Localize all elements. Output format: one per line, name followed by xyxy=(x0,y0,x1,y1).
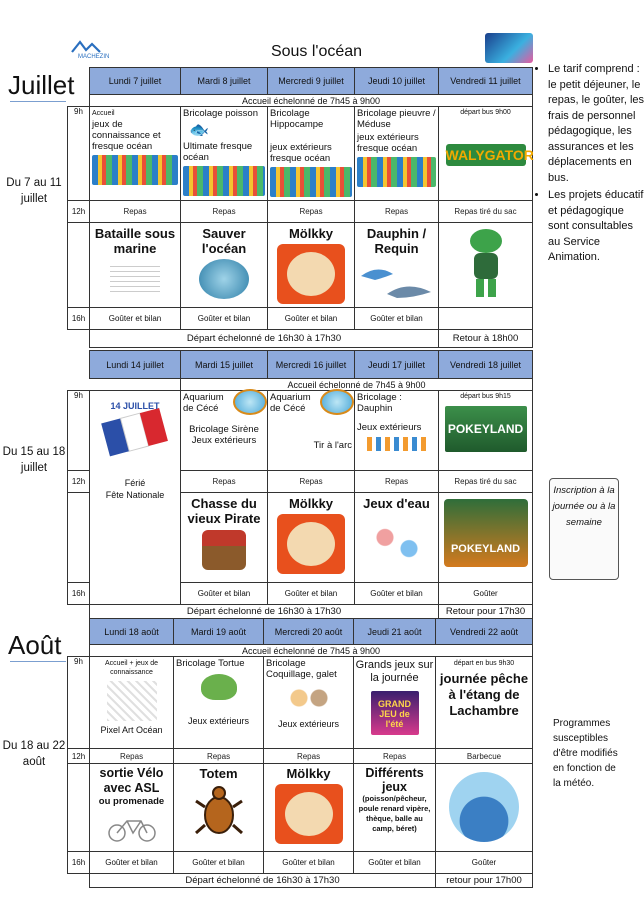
day-header: Mardi 15 juillet xyxy=(181,351,268,379)
shells-image xyxy=(284,685,334,711)
ocean-fresco-image xyxy=(357,157,436,187)
week3-range: Du 18 au 22 août xyxy=(2,740,66,768)
holiday-text: Férié Fête Nationale xyxy=(105,478,165,500)
molkky-logo xyxy=(275,784,343,844)
save-ocean-image xyxy=(199,259,249,299)
week2-table xyxy=(67,350,533,619)
svg-text:MACHEZIN: MACHEZIN xyxy=(78,54,110,60)
meal-cell: Repas xyxy=(90,749,174,764)
activity-cell: Bataille sous marine xyxy=(90,223,181,308)
activity-cell: départ bus 9h00 WALYGATOR xyxy=(439,107,533,201)
svg-text:14 JUILLET: 14 JUILLET xyxy=(110,401,160,411)
pixel-art-image xyxy=(107,681,157,721)
day-header: Mercredi 9 juillet xyxy=(268,68,355,95)
activity-cell: départ en bus 9h30 journée pêche à l'étang de Lachambre xyxy=(436,657,533,749)
activity-cell: Dauphin / Requin xyxy=(355,223,439,308)
day-header: Mercredi 16 juillet xyxy=(268,351,355,379)
hour-label: 9h xyxy=(68,107,90,201)
day-header: Mardi 8 juillet xyxy=(181,68,268,95)
walygator-mascot-icon xyxy=(456,225,516,305)
meal-cell: Repas xyxy=(355,471,439,493)
activity-cell xyxy=(436,764,533,852)
departure-row: Départ échelonné de 16h30 à 17h30 xyxy=(90,874,436,888)
aquarium-icon xyxy=(320,389,354,415)
day-header: Lundi 14 juillet xyxy=(90,351,181,379)
meal-cell: Repas xyxy=(354,749,436,764)
activity-cell: Bricolage Coquillage, galet Jeux extérieurs xyxy=(264,657,354,749)
meal-cell: Repas tiré du sac xyxy=(439,201,533,223)
welcome-row: Accueil échelonné de 7h45 à 9h00 xyxy=(90,645,533,657)
meal-cell: Repas xyxy=(90,201,181,223)
hour-label: 9h xyxy=(68,391,90,471)
snack-cell: Goûter et bilan xyxy=(268,308,355,330)
meal-cell: Repas xyxy=(355,201,439,223)
day-header: Mercredi 20 août xyxy=(264,619,354,645)
fish-icon: 🐟 xyxy=(189,122,209,139)
snack-cell: Goûter xyxy=(439,583,533,605)
week2-range: Du 15 au 18 juillet xyxy=(2,446,66,474)
ocean-fresco-image xyxy=(270,167,352,197)
month-underline xyxy=(10,101,66,102)
turtle-icon xyxy=(201,674,237,700)
activity-cell: Mölkky xyxy=(268,223,355,308)
month-august: Août xyxy=(8,630,62,660)
day-header: Lundi 7 juillet xyxy=(90,68,181,95)
hour-label: 12h xyxy=(68,201,90,223)
activity-cell: Aquarium de Cécé Bricolage Sirène Jeux extérieurs xyxy=(181,391,268,471)
meal-cell: Repas tiré du sac xyxy=(439,471,533,493)
hour-label: 16h xyxy=(68,583,90,605)
pirate-image xyxy=(202,530,246,570)
meal-cell: Repas xyxy=(268,471,355,493)
activity-cell: départ bus 9h15 POKEYLAND xyxy=(439,391,533,471)
snack-cell: Goûter et bilan xyxy=(268,583,355,605)
snack-cell: Goûter et bilan xyxy=(90,852,174,874)
activity-cell: Accueil jeux de connaissance et fresque océan xyxy=(90,107,181,201)
holiday-cell xyxy=(90,391,181,583)
hour-label: 9h xyxy=(68,657,90,749)
activity-cell: Mölkky xyxy=(264,764,354,852)
activity-cell: Jeux d'eau xyxy=(355,493,439,583)
meal-cell: Repas xyxy=(264,749,354,764)
departure-row: Départ échelonné de 16h30 à 17h30 xyxy=(90,605,439,619)
dolphin-shark-image xyxy=(357,258,437,302)
molkky-logo xyxy=(277,244,345,304)
hour-label: 16h xyxy=(68,308,90,330)
page-title: Sous l'océan xyxy=(270,43,363,60)
day-header: Vendredi 18 juillet xyxy=(439,351,533,379)
welcome-row: Accueil échelonné de 7h45 à 9h00 xyxy=(181,379,533,391)
battleship-grid-image xyxy=(110,262,160,292)
month-underline xyxy=(10,661,66,662)
activity-cell: Accueil + jeux de connaissance Pixel Art Océan xyxy=(90,657,174,749)
day-header: Vendredi 11 juillet xyxy=(439,68,533,95)
info-list xyxy=(536,62,644,268)
info-bullet: • Le tarif comprend : le petit déjeuner, le repas, le goûter, les frais de personnel pédagogique, les assurances et les déplacements en bus. xyxy=(548,62,644,186)
activity-cell xyxy=(439,493,533,583)
hour-label: 12h xyxy=(68,471,90,493)
hour-label: 16h xyxy=(68,852,90,874)
activity-cell: Bricolage Hippocampe jeux extérieurs fresque océan xyxy=(268,107,355,201)
info-bullet: • Les projets éducatif et pédagogique sont consultables au Service Animation. xyxy=(548,188,644,266)
weather-note: Programmes susceptibles d'être modifiés en fonction de la météo. xyxy=(553,718,618,789)
snack-cell: Goûter et bilan xyxy=(355,308,439,330)
water-games-image xyxy=(367,515,427,571)
snack-cell: Goûter et bilan xyxy=(90,308,181,330)
activity-cell: Bricolage poisson 🐟 Ultimate fresque océan xyxy=(181,107,268,201)
welcome-row: Accueil échelonné de 7h45 à 9h00 xyxy=(90,95,533,107)
snack-cell: Goûter et bilan xyxy=(181,583,268,605)
turtle-totem-icon xyxy=(194,785,244,845)
meal-cell: Repas xyxy=(181,201,268,223)
pokeyland-poster-image: POKEYLAND xyxy=(444,499,528,567)
return-cell: Retour à 18h00 xyxy=(439,330,533,348)
activity-cell: Chasse du vieux Pirate xyxy=(181,493,268,583)
week3-table xyxy=(67,618,533,888)
activity-cell: Aquarium de Cécé Tir à l'arc xyxy=(268,391,355,471)
walygator-logo: WALYGATOR xyxy=(446,144,526,166)
snack-cell: Goûter et bilan xyxy=(354,852,436,874)
return-cell: Retour pour 17h30 xyxy=(439,605,533,619)
activity-cell: Totem xyxy=(174,764,264,852)
ocean-fresco-image xyxy=(92,155,178,185)
national-day-image xyxy=(92,397,178,463)
snack-cell: Goûter et bilan xyxy=(264,852,354,874)
month-july: Juillet xyxy=(8,70,75,100)
pokeyland-logo: POKEYLAND xyxy=(445,406,527,452)
activity-cell xyxy=(439,223,533,308)
meal-cell: Repas xyxy=(268,201,355,223)
departure-row: Départ échelonné de 16h30 à 17h30 xyxy=(90,330,439,348)
day-header: Mardi 19 août xyxy=(174,619,264,645)
ocean-fresco-image xyxy=(183,166,265,196)
snack-cell: Goûter et bilan xyxy=(181,308,268,330)
meal-cell: Repas xyxy=(174,749,264,764)
snack-cell: Goûter et bilan xyxy=(355,583,439,605)
day-header: Jeudi 21 août xyxy=(354,619,436,645)
bicycle-icon xyxy=(107,813,157,843)
day-header: Jeudi 17 juillet xyxy=(355,351,439,379)
activity-cell: Grands jeux sur la journée GRAND JEU de l'été xyxy=(354,657,436,749)
meal-cell: Repas xyxy=(181,471,268,493)
hour-label: 12h xyxy=(68,749,90,764)
week1-range: Du 7 au 11 juillet xyxy=(6,177,62,205)
activity-cell: Sauver l'océan xyxy=(181,223,268,308)
activity-cell: sortie Vélo avec ASL ou promenade xyxy=(90,764,174,852)
aquarium-icon xyxy=(233,389,267,415)
activity-cell: Bricolage pieuvre / Méduse jeux extérieurs fresque océan xyxy=(355,107,439,201)
snack-cell: Goûter xyxy=(436,852,533,874)
meal-cell: Barbecue xyxy=(436,749,533,764)
kids-playing-image xyxy=(367,437,427,451)
snack-cell: Goûter et bilan xyxy=(174,852,264,874)
activity-cell: Différents jeux (poisson/pêcheur, poule renard vipère, thèque, balle au camp, béret) xyxy=(354,764,436,852)
ocean-header-image xyxy=(485,33,533,63)
activity-cell: Bricolage : Dauphin Jeux extérieurs xyxy=(355,391,439,471)
return-cell: retour pour 17h00 xyxy=(436,874,533,888)
day-header: Vendredi 22 août xyxy=(436,619,533,645)
fishing-image xyxy=(449,772,519,842)
grand-jeu-sign: GRAND JEU de l'été xyxy=(371,691,419,735)
week1-table xyxy=(67,67,533,348)
registration-scroll: Inscription à la journée ou à la semaine xyxy=(549,478,619,580)
activity-cell: Mölkky xyxy=(268,493,355,583)
activity-cell: Bricolage Tortue Jeux extérieurs xyxy=(174,657,264,749)
molkky-logo xyxy=(277,514,345,574)
day-header: Lundi 18 août xyxy=(90,619,174,645)
day-header: Jeudi 10 juillet xyxy=(355,68,439,95)
